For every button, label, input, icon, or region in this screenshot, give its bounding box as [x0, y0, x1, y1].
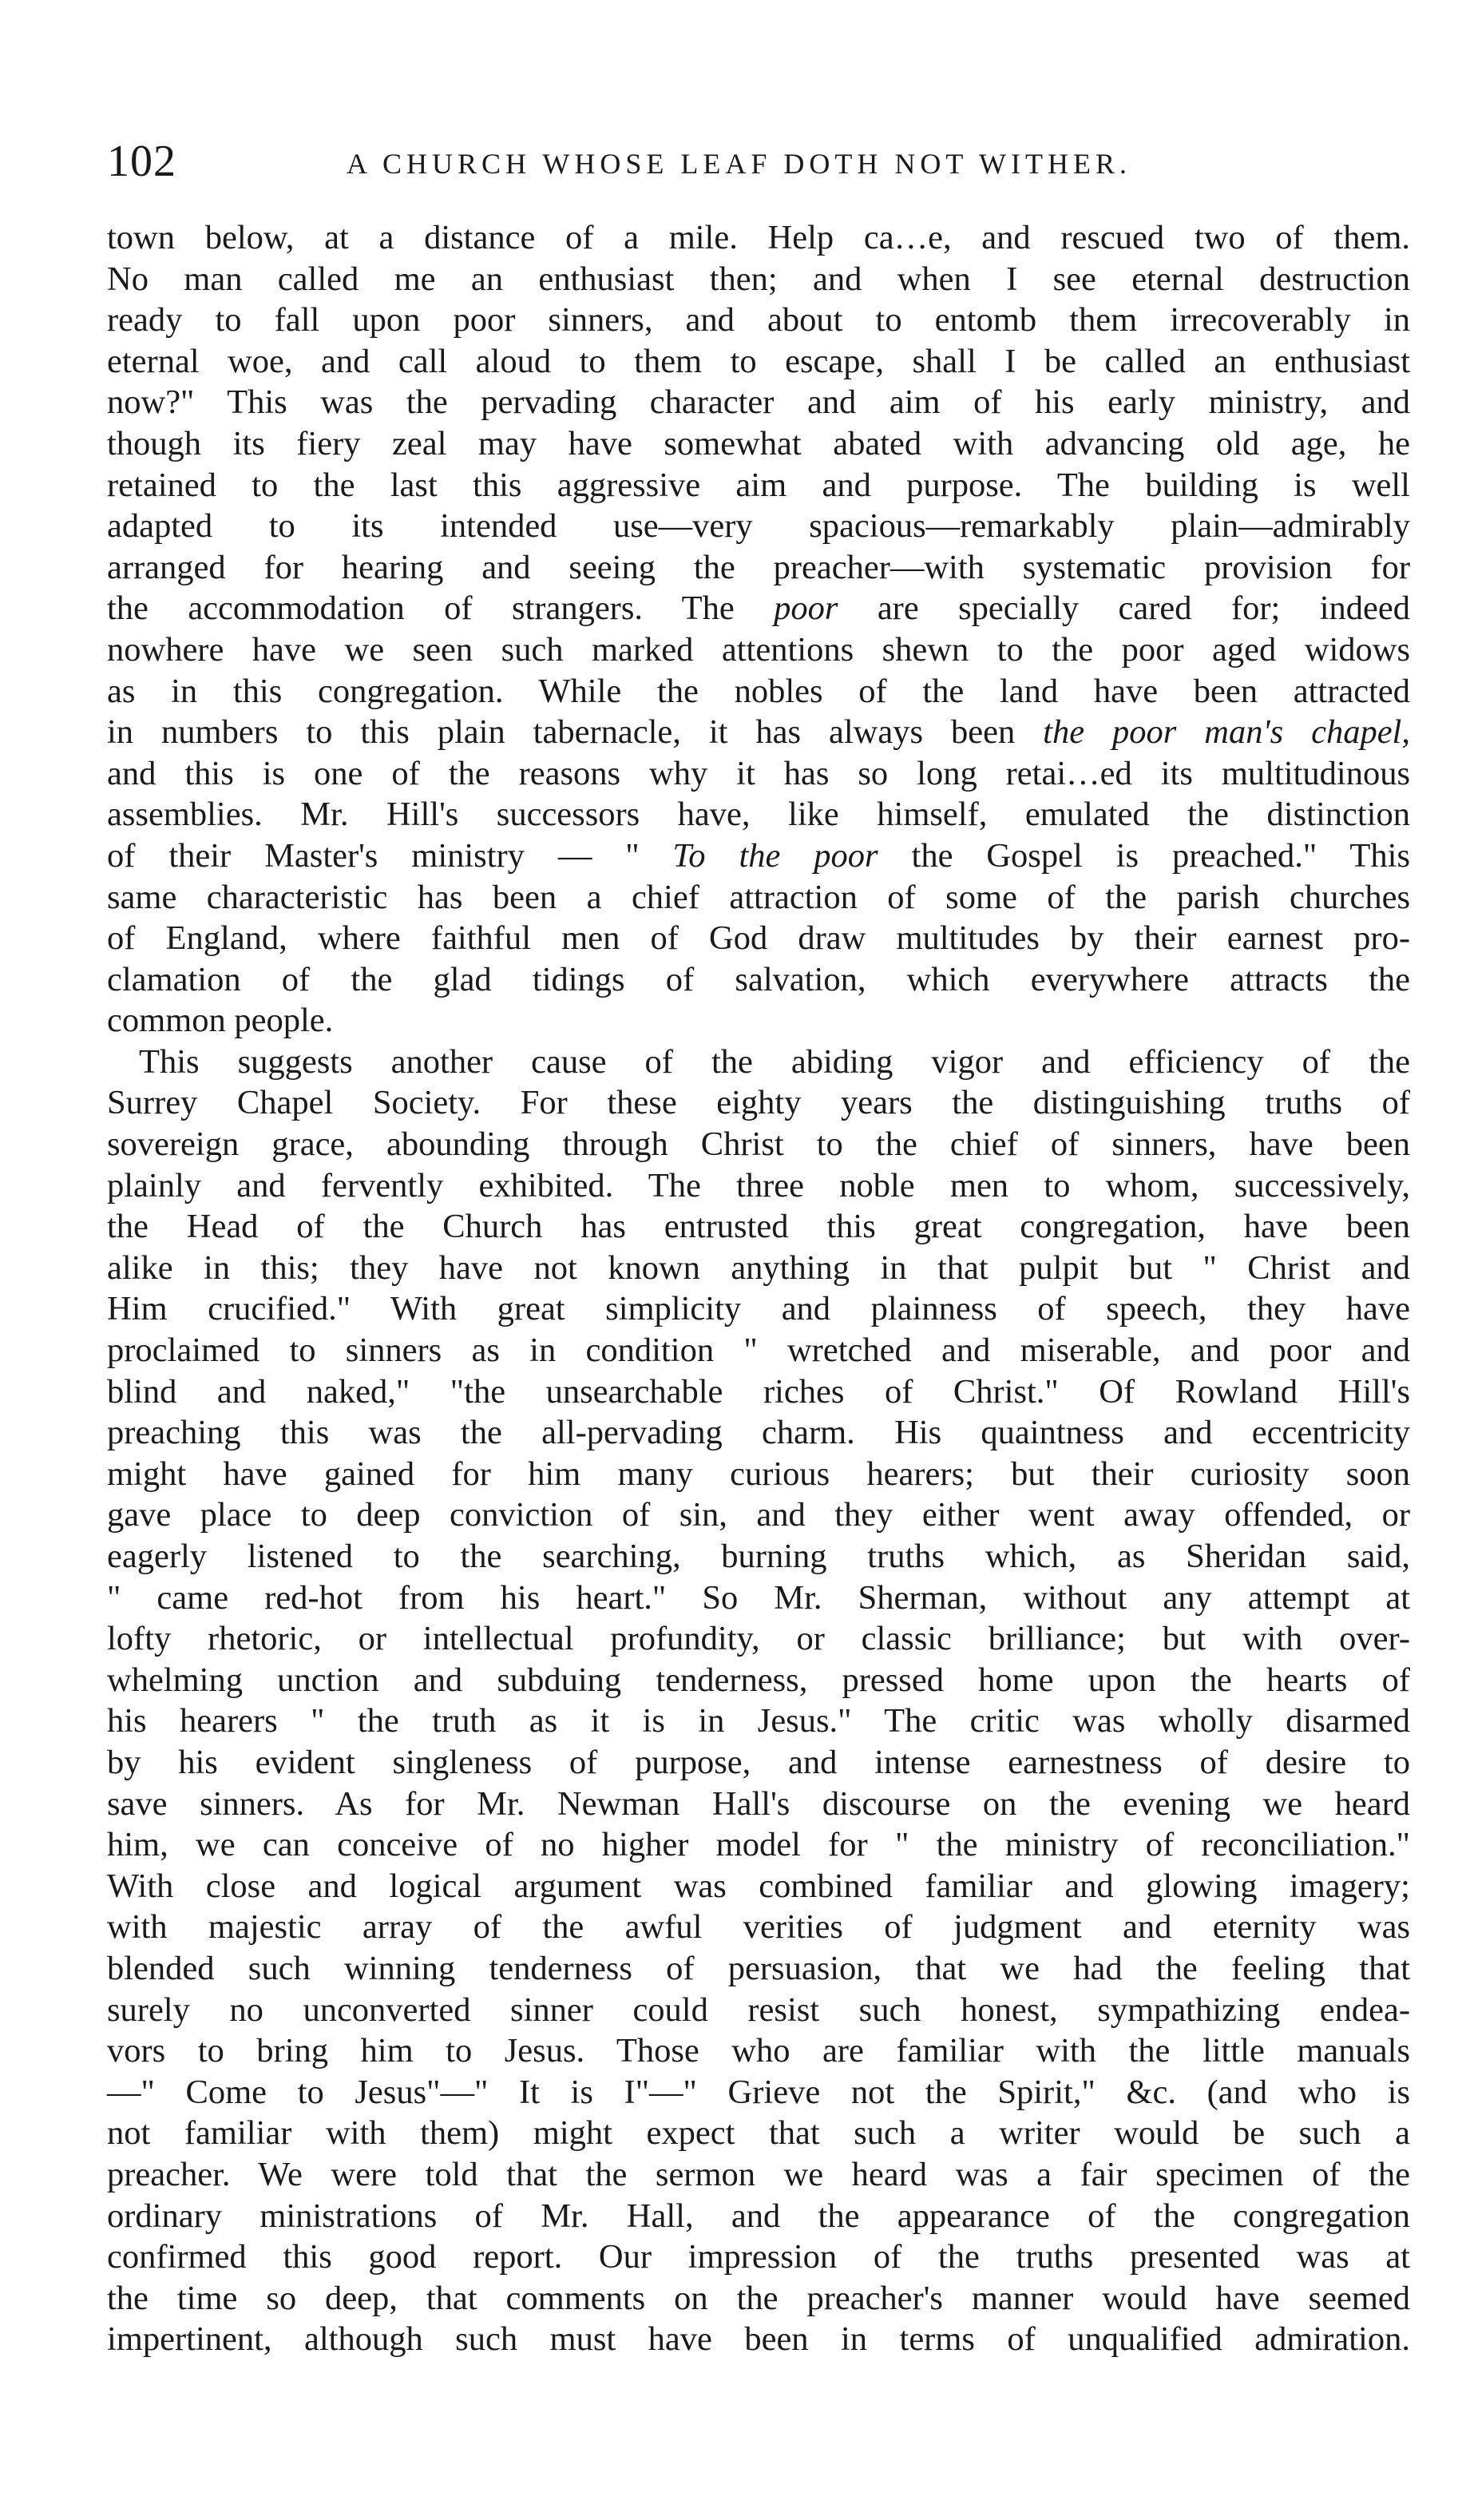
text-line: This suggests another cause of the abiding vigor and efficiency of the — [139, 1042, 1410, 1081]
text-line: surely no unconverted sinner could resist such honest, sympathizing endea- — [107, 1990, 1410, 2029]
text-line: his hearers " the truth as it is in Jesus." The critic was wholly disarmed — [107, 1702, 1410, 1740]
text-line — [107, 712, 1410, 753]
italic-text-run: the poor man's chapel, — [1043, 713, 1410, 752]
text-line: Surrey Chapel Society. For these eighty years the distinguishing truths of — [107, 1084, 1410, 1122]
text-line: With close and logical argument was combined familiar and glowing imagery; — [107, 1867, 1410, 1905]
text-line: assemblies. Mr. Hill's successors have, like himself, emulated the distinction — [107, 796, 1410, 834]
text-line: save sinners. As for Mr. Newman Hall's discourse on the evening we heard — [107, 1784, 1410, 1823]
text-line: ordinary ministrations of Mr. Hall, and the appearance of the congregation — [107, 2197, 1410, 2235]
text-line: whelming unction and subduing tenderness, pressed home upon the hearts of — [107, 1661, 1410, 1699]
text-line: Him crucified." With great simplicity and plainness of speech, they have — [107, 1290, 1410, 1328]
text-line: blind and naked," "the unsearchable riches of Christ." Of Rowland Hill's — [107, 1372, 1410, 1411]
italic-text-run: poor — [774, 589, 838, 628]
text-line — [107, 835, 1410, 877]
running-head: A CHURCH WHOSE LEAF DOTH NOT WITHER. — [347, 148, 1132, 180]
text-run: of their Master's ministry — " — [107, 836, 673, 875]
text-line: town below, at a distance of a mile. Help ca…e, and rescued two of them. — [107, 219, 1410, 256]
text-line: No man called me an enthusiast then; and when I see eternal destruction — [107, 260, 1410, 298]
text-line: eagerly listened to the searching, burning truths which, as Sheridan said, — [107, 1538, 1410, 1575]
text-line: preaching this was the all-pervading charm. His quaintness and eccentricity — [107, 1414, 1410, 1452]
text-line: retained to the last this aggressive aim and purpose. The building is well — [107, 466, 1410, 504]
text-line: alike in this; they have not known anything in that pulpit but " Christ and — [107, 1248, 1410, 1287]
text-line: nowhere have we seen such marked attentions shewn to the poor aged widows — [107, 630, 1410, 669]
text-line: not familiar with them) might expect that such a writer would be such a — [107, 2114, 1410, 2153]
text-line: —" Come to Jesus"—" It is I"—" Grieve not the Spirit," &c. (and who is — [107, 2073, 1410, 2111]
text-line: plainly and fervently exhibited. The three noble men to whom, successively, — [107, 1166, 1410, 1204]
text-line: confirmed this good report. Our impression of the truths presented was at — [107, 2238, 1410, 2276]
text-line: common people. — [107, 1002, 334, 1040]
text-line: proclaimed to sinners as in condition " wretched and miserable, and poor and — [107, 1331, 1410, 1370]
text-line: of England, where faithful men of God draw multitudes by their earnest pro- — [107, 919, 1410, 958]
text-line: adapted to its intended use—very spacious—remarkably plain—admirably — [107, 507, 1410, 546]
text-line: though its fiery zeal may have somewhat abated with advancing old age, he — [107, 424, 1410, 462]
text-line: eternal woe, and call aloud to them to escape, shall I be called an enthusiast — [107, 342, 1410, 380]
text-line: might have gained for him many curious hearers; but their curiosity soon — [107, 1454, 1410, 1493]
text-run: in numbers to this plain tabernacle, it has always been — [107, 713, 1044, 752]
text-run: the accommodation of strangers. The — [107, 589, 775, 628]
text-line: gave place to deep conviction of sin, and they either went away offended, or — [107, 1496, 1410, 1534]
text-line: him, we can conceive of no higher model for " the ministry of reconciliation." — [107, 1826, 1410, 1864]
text-line: and this is one of the reasons why it has so long retai…ed its multitudinous — [107, 754, 1410, 792]
page-number: 102 — [107, 137, 176, 186]
text-run: the Gospel is preached." This — [878, 836, 1410, 875]
text-line: impertinent, although such must have been in terms of unqualified admiration. — [107, 2320, 1410, 2359]
text-line: ready to fall upon poor sinners, and about to entomb them irrecoverably in — [107, 301, 1410, 339]
text-line: as in this congregation. While the nobles of the land have been attracted — [107, 672, 1410, 710]
text-line: clamation of the glad tidings of salvation, which everywhere attracts the — [107, 960, 1410, 998]
text-line: the Head of the Church has entrusted this great congregation, have been — [107, 1208, 1410, 1246]
text-line: arranged for hearing and seeing the preacher—with systematic provision for — [107, 548, 1410, 586]
text-line: by his evident singleness of purpose, and intense earnestness of desire to — [107, 1743, 1410, 1781]
text-line: with majestic array of the awful verities of judgment and eternity was — [107, 1908, 1410, 1947]
text-line: vors to bring him to Jesus. Those who are familiar with the little manuals — [107, 2032, 1410, 2070]
text-line: now?" This was the pervading character and aim of his early ministry, and — [107, 383, 1410, 422]
text-run: are specially cared for; indeed — [838, 589, 1410, 628]
text-line: preacher. We were told that the sermon we heard was a fair specimen of the — [107, 2155, 1410, 2193]
body-text — [107, 217, 1410, 2360]
page-header — [107, 133, 1410, 190]
text-line: sovereign grace, abounding through Christ to the chief of sinners, have been — [107, 1125, 1410, 1164]
italic-text-run: To the poor — [672, 836, 878, 875]
text-line: " came red-hot from his heart." So Mr. Sherman, without any attempt at — [107, 1578, 1410, 1617]
text-line: lofty rhetoric, or intellectual profundity, or classic brilliance; but with over- — [107, 1620, 1410, 1658]
text-line: same characteristic has been a chief attraction of some of the parish churches — [107, 878, 1410, 916]
text-line: the time so deep, that comments on the preacher's manner would have seemed — [107, 2279, 1410, 2317]
text-line — [107, 588, 1410, 629]
text-line: blended such winning tenderness of persuasion, that we had the feeling that — [107, 1949, 1410, 1987]
